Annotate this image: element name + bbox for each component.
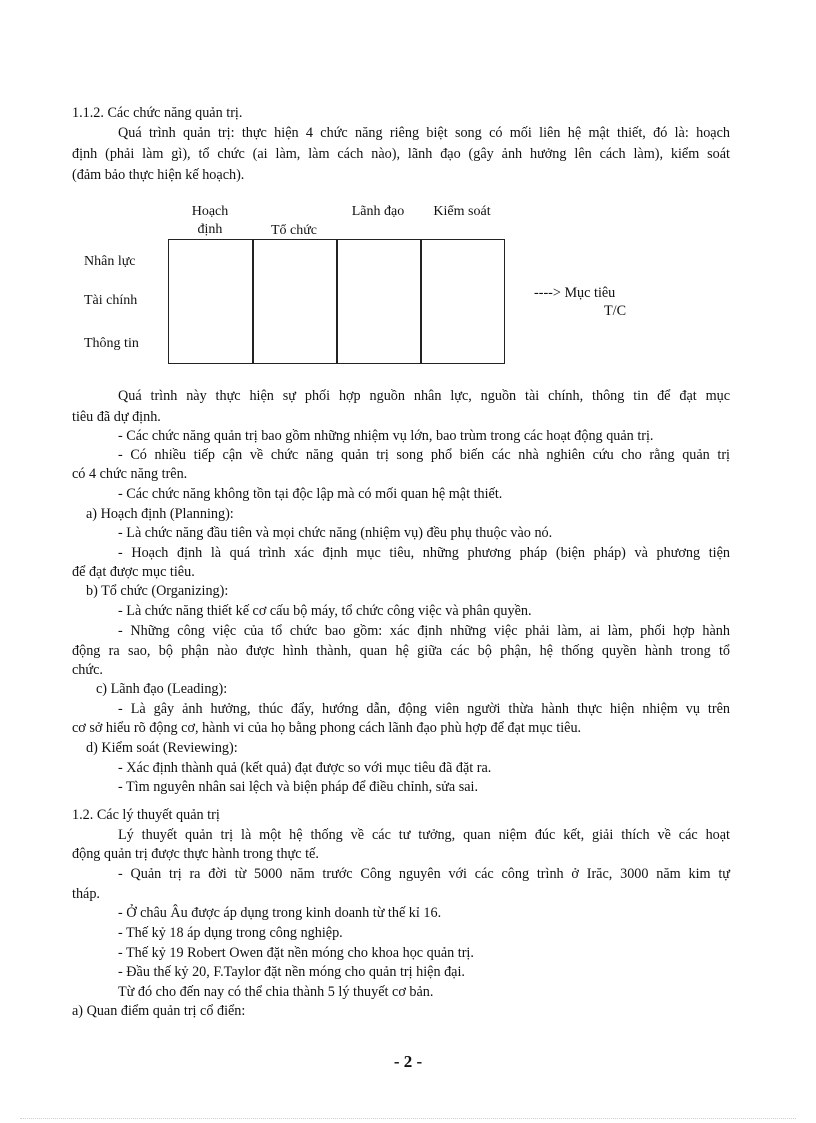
column-header-line: Hoạch [191, 204, 229, 219]
row-label-nhan-luc: Nhân lực [84, 254, 136, 269]
theory-bullet: - Ở châu Âu được áp dụng trong kinh doanh từ thế kỉ 16. [118, 905, 442, 921]
leading-line: cơ sở hiểu rõ động cơ, hành vi của họ bằng phong cách lãnh đạo phù hợp để đạt mục tiêu. [72, 720, 582, 736]
footer-divider [20, 1118, 796, 1119]
diagram-cell [336, 239, 422, 364]
planning-line: - Hoạch định là quá trình xác định mục tiêu, những phương pháp (biện pháp) và phương tiện [118, 545, 730, 561]
page-number: - 2 - [393, 1052, 423, 1071]
diagram-cell [168, 239, 254, 364]
section-heading-1-2: 1.2. Các lý thuyết quản trị [72, 807, 220, 823]
theory-line: Từ đó cho đến nay có thể chia thành 5 lý thuyết cơ bản. [118, 984, 434, 1000]
theory-line: tháp. [72, 886, 100, 902]
planning-line: - Là chức năng đầu tiên và mọi chức năng (nhiệm vụ) đều phụ thuộc vào nó. [118, 525, 553, 541]
column-header-lanh-dao: Lãnh đạo [351, 204, 405, 219]
body-bullet: - Có nhiều tiếp cận về chức năng quản trị song phổ biến các nhà nghiên cứu cho rằng quản trị [118, 447, 730, 463]
subheading-planning: a) Hoạch định (Planning): [86, 506, 234, 522]
subheading-leading: c) Lãnh đạo (Leading): [96, 681, 228, 697]
organizing-line: - Là chức năng thiết kế cơ cấu bộ máy, tổ chức công việc và phân quyền. [118, 603, 532, 619]
body-line: Quá trình này thực hiện sự phối hợp nguồn nhân lực, nguồn tài chính, thông tin để đạt mục [118, 388, 730, 404]
theory-bullet: - Thế kỷ 18 áp dụng trong công nghiệp. [118, 925, 343, 941]
intro-line-2: định (phải làm gì), tổ chức (ai làm, làm cách nào), lãnh đạo (gây ảnh hưởng lên cách làm), kiểm soát [72, 146, 730, 162]
organizing-line: chức. [72, 662, 103, 678]
theory-line: động quản trị được thực hành trong thực tế. [72, 846, 319, 862]
planning-line: để đạt được mục tiêu. [72, 564, 195, 580]
body-line: tiêu đã dự định. [72, 409, 161, 425]
organizing-line: động ra sao, bộ phận nào được hình thành, quan hệ giữa các bộ phận, hệ thống quyền hành trong tổ [72, 643, 730, 659]
reviewing-line: - Tìm nguyên nhân sai lệch và biện pháp để điều chỉnh, sửa sai. [118, 779, 479, 795]
body-line: có 4 chức năng trên. [72, 466, 188, 482]
theory-bullet: - Thế kỷ 19 Robert Owen đặt nền móng cho khoa học quản trị. [118, 945, 474, 961]
reviewing-line: - Xác định thành quả (kết quả) đạt được so với mục tiêu đã đặt ra. [118, 760, 492, 776]
column-header-line: định [197, 222, 223, 237]
row-label-thong-tin: Thông tin [84, 336, 139, 351]
organizing-line: - Những công việc của tổ chức bao gồm: xác định những việc phải làm, ai làm, phối hợp hành [118, 623, 730, 639]
diagram-cell [420, 239, 505, 364]
subheading-organizing: b) Tổ chức (Organizing): [86, 583, 229, 599]
target-sub-label: T/C [604, 303, 627, 319]
section-heading-1-1-2: 1.1.2. Các chức năng quản trị. [72, 105, 243, 121]
column-header-kiem-soat: Kiểm soát [433, 204, 491, 219]
body-bullet: - Các chức năng quản trị bao gồm những nhiệm vụ lớn, bao trùm trong các hoạt động quản trị. [118, 428, 654, 444]
theory-line: Lý thuyết quản trị là một hệ thống về các tư tưởng, quan niệm đúc kết, giải thích về các hoạt [118, 827, 730, 843]
body-bullet: - Các chức năng không tồn tại độc lập mà có mối quan hệ mật thiết. [118, 486, 503, 502]
subheading-classical: a) Quan điểm quản trị cổ điển: [72, 1003, 246, 1019]
target-arrow-label: ----> Mục tiêu [534, 285, 616, 301]
leading-line: - Là gây ảnh hưởng, thúc đẩy, hướng dẫn, động viên người thừa hành thực hiện nhiệm vụ trên [118, 701, 730, 717]
theory-bullet: - Đầu thế kỷ 20, F.Taylor đặt nền móng cho quản trị hiện đại. [118, 964, 465, 980]
subheading-reviewing: d) Kiểm soát (Reviewing): [86, 740, 238, 756]
intro-line-3: (đảm bảo thực hiện kế hoạch). [72, 167, 245, 183]
theory-bullet: - Quản trị ra đời từ 5000 năm trước Công nguyên với các công trình ở Irăc, 3000 năm kim tự [118, 866, 730, 882]
column-header-to-chuc: Tổ chức [270, 223, 318, 238]
row-label-tai-chinh: Tài chính [84, 293, 138, 308]
column-header-hoach-dinh [168, 203, 252, 239]
intro-line-1: Quá trình quản trị: thực hiện 4 chức năng riêng biệt song có mối liên hệ mật thiết, đó là: hoạch [118, 125, 730, 141]
diagram-cell [252, 239, 338, 364]
